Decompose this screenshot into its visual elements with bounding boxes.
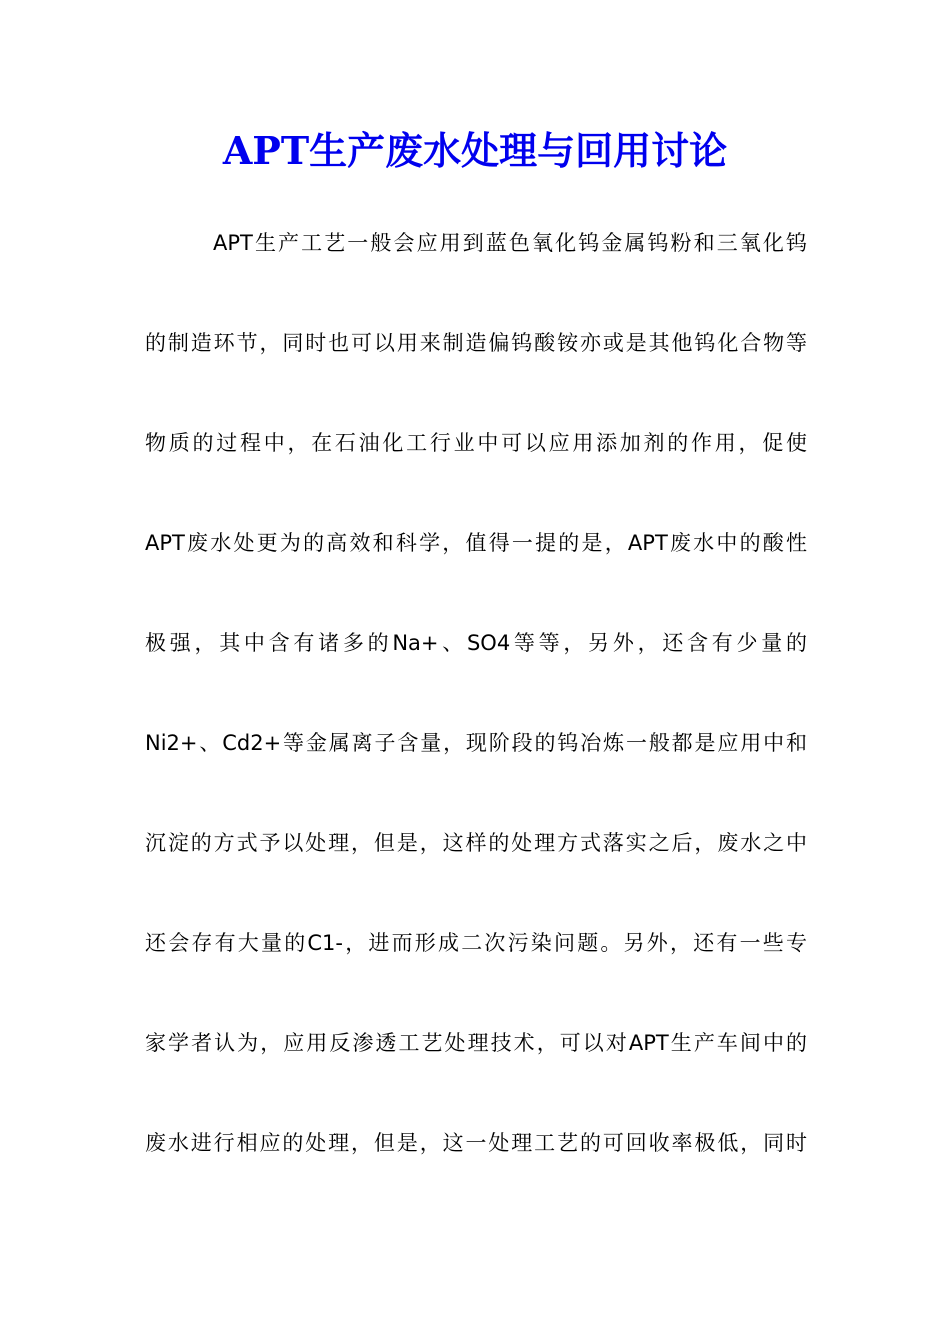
paragraph-line: 家学者认为，应用反渗透工艺处理技术，可以对APT生产车间中的 — [145, 1031, 807, 1055]
paragraph-line: 沉淀的方式予以处理，但是，这样的处理方式落实之后，废水之中 — [145, 831, 807, 855]
paragraph-line: Ni2+、Cd2+等金属离子含量，现阶段的钨冶炼一般都是应用中和 — [145, 731, 807, 755]
paragraph-line: 还会存有大量的C1-，进而形成二次污染问题。另外，还有一些专 — [145, 931, 807, 955]
paragraph-line: 极强，其中含有诸多的Na+、SO4等等，另外，还含有少量的 — [145, 631, 807, 655]
paragraph-line: 废水进行相应的处理，但是，这一处理工艺的可回收率极低，同时 — [145, 1131, 807, 1155]
paragraph-line: 的制造环节，同时也可以用来制造偏钨酸铵亦或是其他钨化合物等 — [145, 331, 807, 355]
paragraph-line: APT生产工艺一般会应用到蓝色氧化钨金属钨粉和三氧化钨 — [213, 231, 807, 255]
paragraph-line: 物质的过程中，在石油化工行业中可以应用添加剂的作用，促使 — [145, 431, 807, 455]
body-paragraph — [145, 218, 807, 1218]
paragraph-line: APT废水处更为的高效和科学，值得一提的是，APT废水中的酸性 — [145, 531, 807, 555]
document-title: APT生产废水处理与回用讨论 — [222, 128, 728, 173]
